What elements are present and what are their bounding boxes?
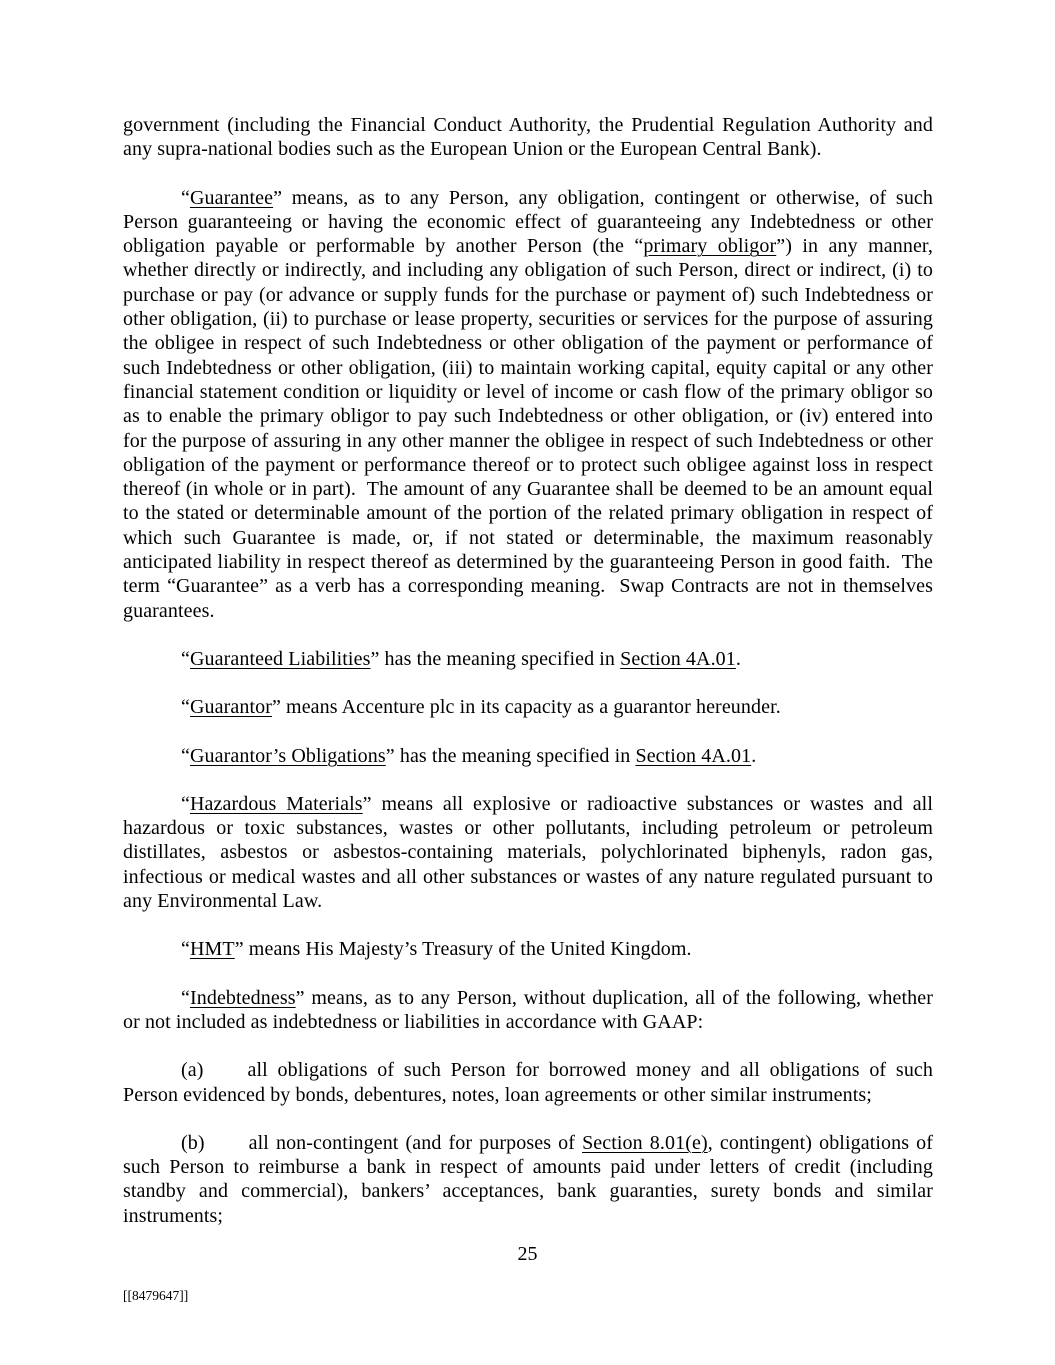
definition-indebtedness: [123, 986, 933, 1035]
definition-guarantor: [123, 695, 933, 719]
text-run: “: [181, 744, 190, 767]
text-run: ” has the meaning specified in: [370, 647, 621, 670]
section-reference-801e: Section 8.01(e): [582, 1131, 708, 1154]
defined-term-guarantors-obligations: Guarantor’s Obligations: [189, 744, 386, 767]
text-run: (b): [181, 1131, 205, 1154]
section-reference-4a01: Section 4A.01: [635, 744, 752, 767]
document-id-stamp: [[8479647]]: [123, 1288, 189, 1303]
text-run: ” has the meaning specified in: [385, 744, 636, 767]
definition-hmt: [123, 937, 933, 961]
definition-guaranteed-liabilities: [123, 647, 933, 671]
text-run: “: [181, 647, 190, 670]
defined-term-guaranteed-liabilities: Guaranteed Liabilities: [189, 647, 371, 670]
defined-term-hmt: HMT: [189, 938, 235, 961]
paragraph-government-continuation: [123, 113, 933, 162]
text-run: government (including the Financial Conduct Authority, the Prudential Regulation Authority and any supra-national bodies such as the European Union or the European Central Bank).: [123, 114, 933, 161]
text-run: “: [181, 792, 190, 815]
section-reference-4a01: Section 4A.01: [620, 647, 736, 670]
defined-term-guarantee: Guarantee: [189, 186, 274, 209]
text-run: “: [181, 186, 190, 209]
document-body: [123, 113, 933, 1228]
defined-term-hazardous-materials: Hazardous Materials: [189, 792, 363, 815]
text-run: ”) in any manner, whether directly or indirectly, and including any obligation of such Person, direct or indirect, (i) to purchase or pay (or advance or supply funds for the purchase or payment of) such Indebtedness or other obligation, (ii) to purchase or lease property, securities or services for the purpose of assuring the obligee in respect of such Indebtedness or other obligation of the payment or performance of such Indebtedness or other obligation, (iii) to maintain working capital, equity capital or any other financial statement condition or liquidity or level of income or cash flow of the primary obligor so as to enable the primary obligor to pay such Indebtedness or other obligation, or (iv) entered into for the purpose of assuring in any other manner the obligee in respect of such Indebtedness or other obligation of the payment or performance thereof or to protect such obligee against loss in respect thereof (in whole or in part). The amount of any Guarantee shall be deemed to be an amount equal to the stated or determinable amount of the portion of the related primary obligation in respect of which such Guarantee is made, or, if not stated or determinable, the maximum reasonably anticipated liability in respect thereof as determined by the guaranteeing Person in good faith. The term “Guarantee” as a verb has a corresponding meaning. Swap Contracts are not in themselves guarantees.: [123, 235, 933, 622]
indebtedness-clause-b: [123, 1131, 933, 1228]
text-run: “: [181, 938, 190, 961]
text-run: ” means Accenture plc in its capacity as a guarantor hereunder.: [271, 696, 781, 719]
definition-guarantee: [123, 186, 933, 623]
definition-hazardous-materials: [123, 792, 933, 913]
text-run: ” means, as to any Person, without duplication, all of the following, whether or not included as indebtedness or liabilities in accordance with GAAP:: [123, 986, 933, 1033]
text-run: (a): [181, 1059, 204, 1082]
page-number: 25: [517, 1243, 538, 1265]
text-run: , contingent) obligations of such Person to reimburse a bank in respect of amounts paid under letters of credit (including standby and commercial), bankers’ acceptances, bank guaranties, surety bonds and similar instruments;: [123, 1131, 934, 1227]
defined-term-guarantor: Guarantor: [189, 696, 272, 719]
defined-term-primary-obligor: primary obligor: [643, 235, 777, 258]
text-run: all non-contingent (and for purposes of: [248, 1131, 583, 1154]
text-run: .: [735, 647, 741, 670]
defined-term-indebtedness: Indebtedness: [189, 986, 296, 1009]
text-run: ” means His Majesty’s Treasury of the United Kingdom.: [234, 938, 692, 961]
definition-guarantors-obligations: [123, 744, 933, 768]
text-run: ” means, as to any Person, any obligation, contingent or otherwise, of such Person guaranteeing or having the economic effect of guaranteeing any Indebtedness or other obligation payable or performable by another Person (the “: [123, 186, 933, 258]
indebtedness-clause-a: [123, 1058, 933, 1107]
text-run: all obligations of such Person for borrowed money and all obligations of such Person evidenced by bonds, debentures, notes, loan agreements or other similar instruments;: [123, 1059, 933, 1106]
text-run: “: [181, 696, 190, 719]
text-run: “: [181, 986, 190, 1009]
text-run: .: [751, 744, 757, 767]
text-run: ” means all explosive or radioactive substances or wastes and all hazardous or toxic substances, wastes or other pollutants, including petroleum or petroleum distillates, asbestos or asbestos-containing materials, polychlorinated biphenyls, radon gas, infectious or medical wastes and all other substances or wastes of any nature regulated pursuant to any Environmental Law.: [123, 792, 933, 913]
